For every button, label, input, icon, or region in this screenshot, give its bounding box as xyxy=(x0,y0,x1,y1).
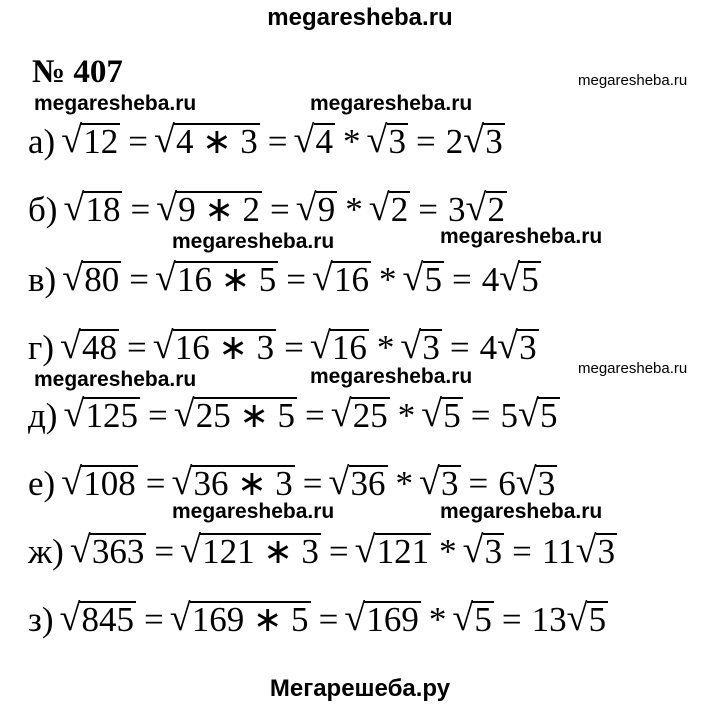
radical-sign-icon: √ xyxy=(419,461,440,503)
radicand: 4 ∗ 3 xyxy=(175,122,258,161)
radical-sign-icon: √ xyxy=(61,461,83,503)
task-number: № 407 xyxy=(32,54,123,90)
sqrt-result xyxy=(575,529,618,572)
watermark: megaresheba.ru xyxy=(578,72,688,89)
radical-sign-icon: √ xyxy=(368,187,390,229)
radicand: 9 ∗ 2 xyxy=(178,190,261,229)
multiply-sign: * xyxy=(343,122,361,161)
radicand: 5 xyxy=(540,396,558,435)
radicand: 25 ∗ 5 xyxy=(195,396,296,435)
row-label: з) xyxy=(28,600,54,639)
coefficient: 11 xyxy=(541,532,576,571)
radicand: 12 xyxy=(83,122,119,161)
equals-sign: = xyxy=(512,532,532,571)
radicand: 25 xyxy=(352,396,388,435)
equals-sign: = xyxy=(145,464,166,503)
radicand: 36 ∗ 3 xyxy=(193,464,293,503)
sqrt-factor-1 xyxy=(354,529,432,572)
equation-row xyxy=(28,325,541,368)
equals-sign: = xyxy=(270,190,290,229)
equation-row xyxy=(28,119,507,162)
equals-sign: = xyxy=(501,600,522,639)
radical-sign-icon: √ xyxy=(499,257,521,299)
sqrt-result xyxy=(499,257,541,300)
radicand: 36 xyxy=(350,464,386,503)
sqrt-factor-1 xyxy=(328,461,388,504)
equals-sign: = xyxy=(286,260,307,299)
radicand: 80 xyxy=(84,260,120,299)
equals-sign: = xyxy=(147,396,168,435)
radicand: 9 xyxy=(317,190,336,229)
radical-sign-icon: √ xyxy=(152,325,174,367)
radical-sign-icon: √ xyxy=(309,325,331,367)
radical-sign-icon: √ xyxy=(295,187,317,229)
equation-row xyxy=(28,529,619,572)
sqrt-product xyxy=(153,119,260,162)
radical-sign-icon: √ xyxy=(63,393,85,435)
equals-sign: = xyxy=(302,464,323,503)
watermark: megaresheba.ru xyxy=(440,500,603,523)
equals-sign: = xyxy=(128,122,148,161)
coefficient: 4 xyxy=(479,328,498,367)
sqrt-original xyxy=(59,597,136,640)
sqrt-product xyxy=(154,257,278,300)
watermark: megaresheba.ru xyxy=(34,368,197,391)
radicand: 16 xyxy=(334,260,370,299)
equals-sign: = xyxy=(452,260,472,299)
coefficient: 3 xyxy=(448,190,466,229)
equals-sign: = xyxy=(418,190,439,229)
sqrt-original xyxy=(61,461,138,504)
watermark: megaresheba.ru xyxy=(172,500,335,523)
radical-sign-icon: √ xyxy=(63,187,85,229)
equation-row xyxy=(28,461,559,504)
multiply-sign: * xyxy=(397,396,416,435)
sqrt-result xyxy=(465,187,508,230)
radicand: 16 ∗ 3 xyxy=(174,328,275,367)
radical-sign-icon: √ xyxy=(330,393,352,435)
equals-sign: = xyxy=(143,600,164,639)
radical-sign-icon: √ xyxy=(312,257,333,299)
watermark: megaresheba.ru xyxy=(578,360,688,377)
radical-sign-icon: √ xyxy=(180,529,201,571)
radicand: 3 xyxy=(485,122,503,161)
sqrt-result xyxy=(497,325,539,368)
radicand: 48 xyxy=(82,328,118,367)
sqrt-product xyxy=(169,597,311,640)
radical-sign-icon: √ xyxy=(156,187,178,229)
radical-sign-icon: √ xyxy=(497,325,518,367)
radicand: 363 xyxy=(91,532,145,571)
sqrt-original xyxy=(62,257,121,300)
site-header: megaresheba.ru xyxy=(267,4,453,31)
equals-sign: = xyxy=(328,532,349,571)
sqrt-original xyxy=(63,393,140,436)
equals-sign: = xyxy=(127,328,147,367)
radical-sign-icon: √ xyxy=(60,325,81,367)
radical-sign-icon: √ xyxy=(344,597,366,639)
radicand: 5 xyxy=(424,260,443,299)
radical-sign-icon: √ xyxy=(518,393,539,435)
radicand: 121 ∗ 3 xyxy=(202,532,319,571)
multiply-sign: * xyxy=(379,260,397,299)
radicand: 4 xyxy=(315,122,334,161)
radicand: 5 xyxy=(588,600,607,639)
radical-sign-icon: √ xyxy=(153,119,175,161)
multiply-sign: * xyxy=(395,464,414,503)
sqrt-result xyxy=(518,393,560,436)
watermark: megaresheba.ru xyxy=(34,92,197,115)
row-label: в) xyxy=(28,260,57,299)
sqrt-result xyxy=(463,119,505,162)
radical-sign-icon: √ xyxy=(400,325,422,367)
row-label: ж) xyxy=(28,532,64,571)
radicand: 845 xyxy=(81,600,134,639)
radical-sign-icon: √ xyxy=(61,119,83,161)
radicand: 16 xyxy=(331,328,367,367)
equation-row xyxy=(28,257,543,300)
radical-sign-icon: √ xyxy=(566,597,588,639)
equals-sign: = xyxy=(470,396,491,435)
radical-sign-icon: √ xyxy=(169,597,191,639)
radicand: 3 xyxy=(537,464,556,503)
equals-sign: = xyxy=(267,122,288,161)
sqrt-factor-1 xyxy=(295,187,338,230)
radicand: 169 ∗ 5 xyxy=(191,600,309,639)
radicand: 3 xyxy=(484,532,503,571)
row-label: б) xyxy=(28,190,58,229)
sqrt-factor-1 xyxy=(344,597,421,640)
radical-sign-icon: √ xyxy=(402,257,424,299)
sqrt-original xyxy=(63,187,122,230)
radicand: 125 xyxy=(85,396,138,435)
multiply-sign: * xyxy=(345,190,363,229)
radical-sign-icon: √ xyxy=(575,529,597,571)
radicand: 18 xyxy=(85,190,121,229)
sqrt-factor-2 xyxy=(452,597,494,640)
multiply-sign: * xyxy=(428,600,447,639)
radical-sign-icon: √ xyxy=(173,393,195,435)
radical-sign-icon: √ xyxy=(452,597,474,639)
sqrt-product xyxy=(152,325,276,368)
coefficient: 6 xyxy=(498,464,516,503)
equals-sign: = xyxy=(154,532,175,571)
radical-sign-icon: √ xyxy=(462,529,484,571)
watermark: megaresheba.ru xyxy=(172,230,335,253)
radical-sign-icon: √ xyxy=(171,461,193,503)
radicand: 169 xyxy=(366,600,419,639)
radical-sign-icon: √ xyxy=(328,461,350,503)
sqrt-original xyxy=(69,529,147,572)
sqrt-factor-2 xyxy=(400,325,442,368)
equation-row xyxy=(28,187,509,230)
sqrt-factor-2 xyxy=(421,393,463,436)
row-label: д) xyxy=(28,396,58,435)
row-label: е) xyxy=(28,464,56,503)
sqrt-factor-2 xyxy=(419,461,461,504)
sqrt-factor-2 xyxy=(366,119,409,162)
radical-sign-icon: √ xyxy=(62,257,84,299)
radicand: 2 xyxy=(390,190,409,229)
equals-sign: = xyxy=(416,122,436,161)
coefficient: 5 xyxy=(500,396,519,435)
radical-sign-icon: √ xyxy=(354,529,376,571)
equals-sign: = xyxy=(129,260,149,299)
sqrt-product xyxy=(156,187,262,230)
radical-sign-icon: √ xyxy=(465,187,487,229)
radicand: 5 xyxy=(443,396,461,435)
watermark: megaresheba.ru xyxy=(440,225,603,248)
equation-row xyxy=(28,597,610,640)
sqrt-result xyxy=(566,597,609,640)
radicand: 121 xyxy=(376,532,430,571)
equation-row xyxy=(28,393,562,436)
watermark: megaresheba.ru xyxy=(310,92,473,115)
sqrt-factor-1 xyxy=(312,257,371,300)
radicand: 2 xyxy=(487,190,506,229)
coefficient: 4 xyxy=(481,260,500,299)
coefficient: 2 xyxy=(445,122,464,161)
radical-sign-icon: √ xyxy=(293,119,315,161)
equals-sign: = xyxy=(284,328,304,367)
radical-sign-icon: √ xyxy=(366,119,388,161)
sqrt-result xyxy=(515,461,558,504)
row-label: г) xyxy=(28,328,55,367)
radicand: 3 xyxy=(519,328,537,367)
equals-sign: = xyxy=(130,190,151,229)
sqrt-factor-2 xyxy=(462,529,505,572)
radical-sign-icon: √ xyxy=(421,393,443,435)
sqrt-original xyxy=(60,325,119,368)
radical-sign-icon: √ xyxy=(69,529,91,571)
equals-sign: = xyxy=(318,600,339,639)
radicand: 3 xyxy=(422,328,440,367)
sqrt-factor-2 xyxy=(368,187,411,230)
radical-sign-icon: √ xyxy=(515,461,537,503)
multiply-sign: * xyxy=(439,532,457,571)
radical-sign-icon: √ xyxy=(463,119,485,161)
sqrt-product xyxy=(173,393,297,436)
sqrt-original xyxy=(61,119,120,162)
sqrt-factor-1 xyxy=(309,325,369,368)
watermark: megaresheba.ru xyxy=(310,365,473,388)
sqrt-factor-1 xyxy=(330,393,390,436)
multiply-sign: * xyxy=(376,328,395,367)
radical-sign-icon: √ xyxy=(154,257,176,299)
radical-sign-icon: √ xyxy=(59,597,81,639)
equals-sign: = xyxy=(449,328,470,367)
equals-sign: = xyxy=(305,396,325,435)
site-footer: Мегарешеба.ру xyxy=(269,675,451,702)
radicand: 3 xyxy=(597,532,616,571)
sqrt-factor-1 xyxy=(293,119,336,162)
radicand: 5 xyxy=(521,260,539,299)
sqrt-product xyxy=(171,461,294,504)
radicand: 108 xyxy=(83,464,136,503)
radicand: 3 xyxy=(388,122,407,161)
equals-sign: = xyxy=(468,464,489,503)
coefficient: 13 xyxy=(531,600,567,639)
radicand: 5 xyxy=(474,600,492,639)
radicand: 3 xyxy=(441,464,459,503)
radicand: 16 ∗ 5 xyxy=(176,260,277,299)
sqrt-product xyxy=(180,529,321,572)
sqrt-factor-2 xyxy=(402,257,445,300)
row-label: а) xyxy=(28,122,56,161)
